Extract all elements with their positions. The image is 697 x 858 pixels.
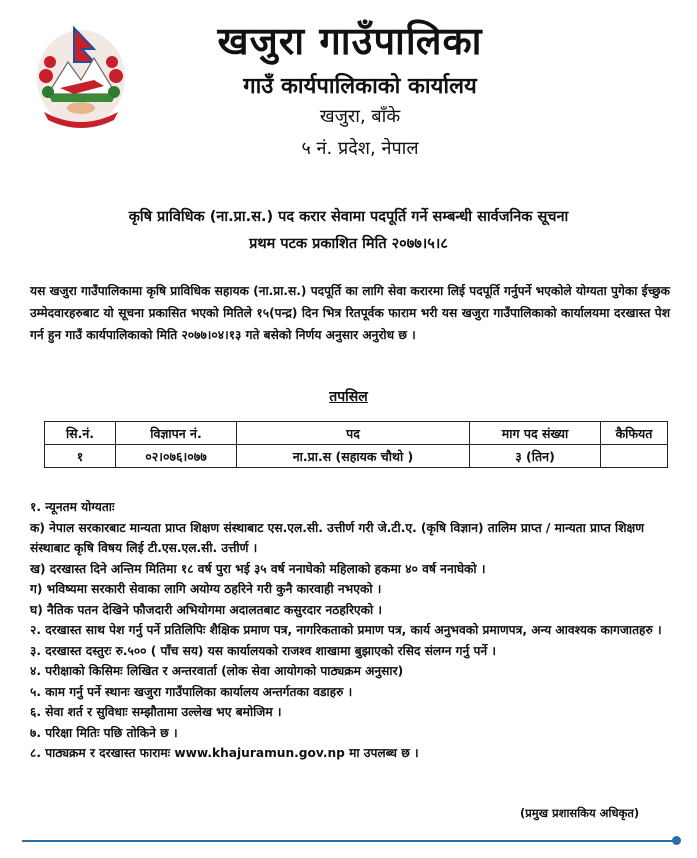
municipality-name: खजुरा गाउँपालिका <box>217 19 483 63</box>
cell-post: ना.प्रा.स (सहायक चौथो ) <box>237 445 470 468</box>
col-demand-count: माग पद संख्या <box>470 422 601 445</box>
table-header-row <box>45 422 668 445</box>
requirement-item: ७. परिक्षा मितिः पछि तोकिने छ । <box>30 725 178 740</box>
cell-demand-count: ३ (तिन) <box>470 445 601 468</box>
col-remarks: कैफियत <box>601 422 668 445</box>
intro-paragraph: यस खजुरा गाउँपालिकामा कृषि प्राविधिक सहायक (ना.प्रा.स.) पदपूर्ति का लागि सेवा करारमा लिई पदपूर्ति गर्नुपर्ने भएकोले योग्यता पुगेका ईच्छुक उम्मेदवारहरुबाट यो सूचना प्रकासित भएको मितिले १५(पन्द्र) दिन भित्र रितपूर्वक फाराम भरी यस खजुरा गाउँपालिकाको कार्यालयमा दरखास्त पेश गर्न हुन गाउँ कार्यपालिकाको मिति २०७७।०४।१३ गते बसेको निर्णय अनुसार अनुरोध छ । <box>30 284 670 342</box>
cell-serial: १ <box>45 445 116 468</box>
requirement-item: ४. परीक्षाको किसिमः लिखित र अन्तरवार्ता (लोक सेवा आयोगको पाठ्यक्रम अनुसार) <box>30 664 404 678</box>
notice-title: कृषि प्राविधिक (ना.प्रा.स.) पद करार सेवामा पदपूर्ति गर्ने सम्बन्धी सार्वजनिक सूचना <box>128 209 569 225</box>
requirement-item: २. दरखास्त साथ पेश गर्नु पर्ने प्रतिलिपिः शैक्षिक प्रमाण पत्र, नागरिकताको प्रमाण पत्र, कार्य अनुभवको प्रमाणपत्र, अन्य आवश्यक कागजातहरु । <box>30 623 662 637</box>
details-heading <box>0 387 697 406</box>
cell-advertisement-no: ०२।०७६।०७७ <box>116 445 237 468</box>
vacancy-table <box>44 421 668 468</box>
nepal-government-emblem-icon <box>34 22 128 130</box>
requirements-list <box>30 497 680 764</box>
requirement-item: ५. काम गर्नु पर्ने स्थानः खजुरा गाउँपालिका कार्यालय अन्तर्गतका वडाहरु । <box>30 684 353 699</box>
requirement-heading: १. न्यूनतम योग्यताः <box>30 500 115 514</box>
requirement-item: क) नेपाल सरकारबाट मान्यता प्राप्त शिक्षण संस्थाबाट एस.एल.सी. उत्तीर्ण गरी जे.टी.ए. (कृषि विज्ञान) तालिम प्राप्त / मान्यता प्राप्त शिक्षण संस्थाबाट कृषि विषय लिई टी.एस.एल.सी. उत्तीर्ण । <box>30 520 645 555</box>
details-heading-text: तपसिल <box>329 389 368 405</box>
table-row <box>45 445 668 468</box>
requirement-item: घ) नैतिक पतन देखिने फौजदारी अभियोगमा अदालतबाट कसुरदार नठहरिएको । <box>30 602 383 617</box>
col-post: पद <box>237 422 470 445</box>
published-date: प्रथम पटक प्रकाशित मिति २०७७।५।८ <box>249 236 448 252</box>
requirement-item: ८. पाठ्यक्रम र दरखास्त फारामः www.khajuramun.gov.np मा उपलब्ध छ । <box>30 746 419 760</box>
col-advertisement-no: विज्ञापन नं. <box>116 422 237 445</box>
requirement-item: ३. दरखास्त दस्तुरः रु.५०० ( पाँच सय) यस कार्यालयको राजश्व शाखामा बुझाएको रसिद संलग्न गर्नु पर्ने । <box>30 643 497 658</box>
office-name: गाउँ कार्यपालिकाको कार्यालय <box>243 74 477 99</box>
footer-dot-icon <box>672 836 681 845</box>
requirement-item: ख) दरखास्त दिने अन्तिम मितिमा १८ वर्ष पुरा भई ३५ वर्ष ननाघेको महिलाको हकमा ४० वर्ष ननाघेको । <box>30 561 486 576</box>
letterhead <box>0 0 697 175</box>
requirement-item: ६. सेवा शर्त र सुविधाः सम्झौतामा उल्लेख भए बमोजिम । <box>30 705 282 719</box>
col-serial: सि.नं. <box>45 422 116 445</box>
signature-line: (प्रमुख प्रशासकिय अधिकृत) <box>520 806 640 820</box>
province-line: ५ नं. प्रदेश, नेपाल <box>301 138 419 159</box>
requirement-item: ग) भविष्यमा सरकारी सेवाका लागि अयोग्य ठहरिने गरी कुनै कारवाही नभएको । <box>30 582 382 596</box>
footer-divider <box>22 840 675 842</box>
office-location: खजुरा, बाँके <box>319 106 401 127</box>
cell-remarks <box>601 445 668 468</box>
